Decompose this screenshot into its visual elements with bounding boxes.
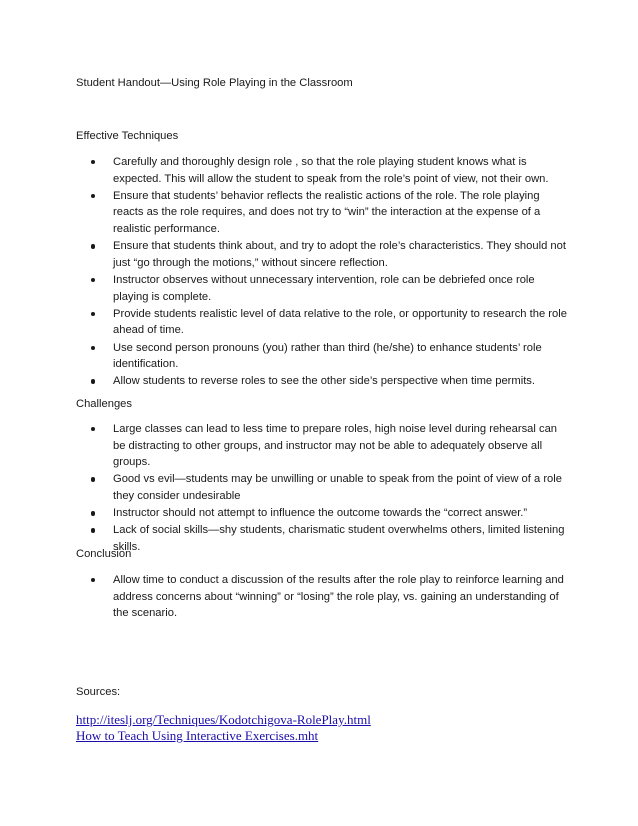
list-item — [0, 154, 638, 187]
list-item — [0, 421, 638, 471]
list-item — [0, 373, 638, 390]
challenges-list — [0, 421, 638, 556]
effective-techniques-list — [0, 154, 638, 390]
bullet-icon — [91, 194, 95, 198]
section-heading-challenges: Challenges — [76, 398, 132, 410]
list-item — [0, 505, 638, 522]
bullet-icon — [91, 578, 95, 582]
list-item-text: Allow students to reverse roles to see the other side’s perspective when time permits. — [113, 375, 536, 388]
list-item-text: Large classes can lead to less time to prepare roles, high noise level during rehearsal can be distracting to other groups, and instructor may not be able to adequately observe all groups. — [113, 423, 558, 469]
bullet-icon — [91, 511, 95, 515]
conclusion-list — [0, 572, 638, 622]
sources-label: Sources: — [76, 686, 121, 698]
bullet-icon — [91, 312, 95, 316]
document-title: Student Handout—Using Role Playing in the Classroom — [76, 77, 353, 89]
list-item-text: Allow time to conduct a discussion of the results after the role play to reinforce learning and address concerns about “winning” or “losing” the role play, vs. gaining an understanding of the scenario. — [113, 574, 564, 620]
bullet-icon — [91, 346, 95, 350]
list-item-text: Lack of social skills—shy students, charismatic student overwhelms others, limited listening skills. — [113, 524, 565, 553]
source-link-iteslj[interactable]: http://iteslj.org/Techniques/Kodotchigova-RolePlay.html — [76, 712, 371, 727]
bullet-icon — [91, 278, 95, 282]
list-item-text: Ensure that students think about, and try to adopt the role’s characteristics. They should not just “go through the motions,” without sincere reflection. — [113, 240, 566, 269]
list-item-text: Instructor should not attempt to influence the outcome towards the “correct answer.” — [113, 507, 528, 520]
bullet-icon — [91, 477, 95, 481]
list-item-text: Provide students realistic level of data relative to the role, or opportunity to research the role ahead of time. — [113, 307, 567, 337]
list-item-text: Carefully and thoroughly design role , so that the role playing student knows what is expected. This will allow the student to speak from the role’s point of view, not their own. — [113, 156, 549, 185]
list-item — [0, 188, 638, 238]
list-item — [0, 471, 638, 504]
bullet-icon — [91, 528, 95, 532]
bullet-icon — [91, 379, 95, 383]
list-item — [0, 306, 638, 339]
list-item-text: Ensure that students’ behavior reflects the realistic actions of the role. The role playing reacts as the role requires, and does not try to “win” the interaction at the expense of a realistic performance. — [113, 189, 541, 235]
section-heading-conclusion: Conclusion — [76, 548, 132, 560]
list-item-text: Instructor observes without unnecessary intervention, role can be debriefed once role playing is complete. — [113, 273, 535, 303]
list-item-text: Good vs evil—students may be unwilling or unable to speak from the point of view of a role they consider undesirable — [113, 473, 562, 502]
section-heading-effective-techniques: Effective Techniques — [76, 130, 179, 142]
list-item — [0, 340, 638, 373]
bullet-icon — [91, 160, 95, 164]
list-item — [0, 572, 638, 622]
source-link-interactive-exercises[interactable]: How to Teach Using Interactive Exercises.mht — [76, 728, 319, 743]
list-item-text: Use second person pronouns (you) rather than third (he/she) to enhance students’ role identification. — [113, 341, 542, 371]
bullet-icon — [91, 427, 95, 431]
list-item — [0, 238, 638, 271]
list-item — [0, 272, 638, 305]
bullet-icon — [91, 244, 95, 248]
